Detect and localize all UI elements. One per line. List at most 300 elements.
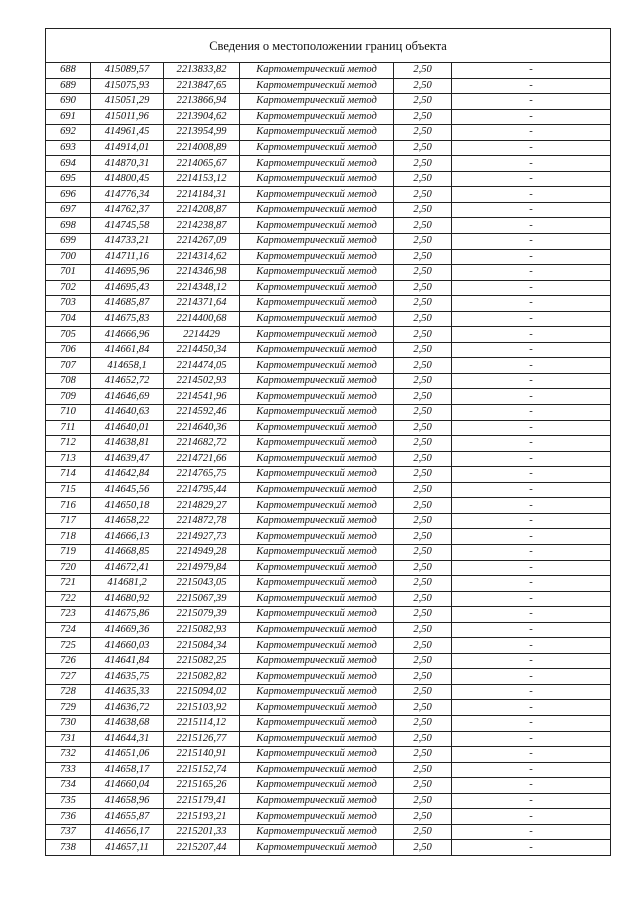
x-coordinate-cell: 414666,13	[91, 529, 164, 545]
method-cell: Картометрический метод	[240, 576, 394, 592]
table-row	[46, 560, 611, 576]
description-cell: -	[452, 109, 611, 125]
y-coordinate-cell: 2213904,62	[164, 109, 240, 125]
x-coordinate-cell: 414870,31	[91, 156, 164, 172]
table-row	[46, 607, 611, 623]
method-cell: Картометрический метод	[240, 358, 394, 374]
y-coordinate-cell: 2214872,78	[164, 513, 240, 529]
point-number-cell: 692	[46, 125, 91, 141]
point-number-cell: 729	[46, 700, 91, 716]
y-coordinate-cell: 2214314,62	[164, 249, 240, 265]
accuracy-cell: 2,50	[394, 840, 452, 856]
table-row	[46, 109, 611, 125]
accuracy-cell: 2,50	[394, 684, 452, 700]
x-coordinate-cell: 414695,96	[91, 265, 164, 281]
point-number-cell: 697	[46, 202, 91, 218]
point-number-cell: 706	[46, 342, 91, 358]
accuracy-cell: 2,50	[394, 265, 452, 281]
accuracy-cell: 2,50	[394, 140, 452, 156]
accuracy-cell: 2,50	[394, 653, 452, 669]
point-number-cell: 702	[46, 280, 91, 296]
description-cell: -	[452, 373, 611, 389]
y-coordinate-cell: 2214371,64	[164, 296, 240, 312]
accuracy-cell: 2,50	[394, 311, 452, 327]
accuracy-cell: 2,50	[394, 342, 452, 358]
accuracy-cell: 2,50	[394, 793, 452, 809]
y-coordinate-cell: 2215152,74	[164, 762, 240, 778]
method-cell: Картометрический метод	[240, 715, 394, 731]
accuracy-cell: 2,50	[394, 591, 452, 607]
accuracy-cell: 2,50	[394, 125, 452, 141]
table-row	[46, 94, 611, 110]
method-cell: Картометрический метод	[240, 234, 394, 250]
method-cell: Картометрический метод	[240, 94, 394, 110]
method-cell: Картометрический метод	[240, 109, 394, 125]
accuracy-cell: 2,50	[394, 809, 452, 825]
y-coordinate-cell: 2215114,12	[164, 715, 240, 731]
point-number-cell: 712	[46, 436, 91, 452]
y-coordinate-cell: 2214721,66	[164, 451, 240, 467]
y-coordinate-cell: 2214765,75	[164, 467, 240, 483]
point-number-cell: 726	[46, 653, 91, 669]
accuracy-cell: 2,50	[394, 327, 452, 343]
description-cell: -	[452, 389, 611, 405]
y-coordinate-cell: 2214008,89	[164, 140, 240, 156]
y-coordinate-cell: 2214640,36	[164, 420, 240, 436]
description-cell: -	[452, 249, 611, 265]
table-row	[46, 373, 611, 389]
accuracy-cell: 2,50	[394, 498, 452, 514]
point-number-cell: 699	[46, 234, 91, 250]
description-cell: -	[452, 234, 611, 250]
accuracy-cell: 2,50	[394, 109, 452, 125]
accuracy-cell: 2,50	[394, 63, 452, 79]
method-cell: Картометрический метод	[240, 420, 394, 436]
point-number-cell: 707	[46, 358, 91, 374]
y-coordinate-cell: 2214346,98	[164, 265, 240, 281]
x-coordinate-cell: 414652,72	[91, 373, 164, 389]
boundary-coordinates-sheet	[45, 28, 610, 856]
method-cell: Картометрический метод	[240, 140, 394, 156]
accuracy-cell: 2,50	[394, 715, 452, 731]
x-coordinate-cell: 414635,75	[91, 669, 164, 685]
description-cell: -	[452, 63, 611, 79]
y-coordinate-cell: 2215067,39	[164, 591, 240, 607]
description-cell: -	[452, 451, 611, 467]
table-row	[46, 311, 611, 327]
y-coordinate-cell: 2215193,21	[164, 809, 240, 825]
point-number-cell: 718	[46, 529, 91, 545]
description-cell: -	[452, 731, 611, 747]
description-cell: -	[452, 513, 611, 529]
method-cell: Картометрический метод	[240, 218, 394, 234]
table-row	[46, 715, 611, 731]
y-coordinate-cell: 2215126,77	[164, 731, 240, 747]
description-cell: -	[452, 94, 611, 110]
x-coordinate-cell: 414658,96	[91, 793, 164, 809]
x-coordinate-cell: 414669,36	[91, 622, 164, 638]
x-coordinate-cell: 414675,86	[91, 607, 164, 623]
method-cell: Картометрический метод	[240, 327, 394, 343]
description-cell: -	[452, 653, 611, 669]
method-cell: Картометрический метод	[240, 187, 394, 203]
description-cell: -	[452, 265, 611, 281]
description-cell: -	[452, 529, 611, 545]
y-coordinate-cell: 2214065,67	[164, 156, 240, 172]
accuracy-cell: 2,50	[394, 94, 452, 110]
point-number-cell: 709	[46, 389, 91, 405]
table-row	[46, 731, 611, 747]
accuracy-cell: 2,50	[394, 669, 452, 685]
y-coordinate-cell: 2214267,09	[164, 234, 240, 250]
table-row	[46, 669, 611, 685]
x-coordinate-cell: 414660,04	[91, 778, 164, 794]
x-coordinate-cell: 414658,1	[91, 358, 164, 374]
y-coordinate-cell: 2214474,05	[164, 358, 240, 374]
point-number-cell: 735	[46, 793, 91, 809]
x-coordinate-cell: 414681,2	[91, 576, 164, 592]
table-row	[46, 327, 611, 343]
y-coordinate-cell: 2213833,82	[164, 63, 240, 79]
x-coordinate-cell: 415011,96	[91, 109, 164, 125]
accuracy-cell: 2,50	[394, 187, 452, 203]
accuracy-cell: 2,50	[394, 218, 452, 234]
method-cell: Картометрический метод	[240, 731, 394, 747]
description-cell: -	[452, 607, 611, 623]
x-coordinate-cell: 414641,84	[91, 653, 164, 669]
x-coordinate-cell: 414762,37	[91, 202, 164, 218]
x-coordinate-cell: 414658,17	[91, 762, 164, 778]
method-cell: Картометрический метод	[240, 467, 394, 483]
table-row	[46, 171, 611, 187]
accuracy-cell: 2,50	[394, 700, 452, 716]
table-row	[46, 498, 611, 514]
point-number-cell: 704	[46, 311, 91, 327]
accuracy-cell: 2,50	[394, 249, 452, 265]
description-cell: -	[452, 202, 611, 218]
point-number-cell: 695	[46, 171, 91, 187]
x-coordinate-cell: 414651,06	[91, 747, 164, 763]
table-row	[46, 700, 611, 716]
accuracy-cell: 2,50	[394, 824, 452, 840]
accuracy-cell: 2,50	[394, 607, 452, 623]
accuracy-cell: 2,50	[394, 762, 452, 778]
description-cell: -	[452, 327, 611, 343]
x-coordinate-cell: 414672,41	[91, 560, 164, 576]
x-coordinate-cell: 414695,43	[91, 280, 164, 296]
point-number-cell: 713	[46, 451, 91, 467]
method-cell: Картометрический метод	[240, 607, 394, 623]
method-cell: Картометрический метод	[240, 249, 394, 265]
y-coordinate-cell: 2215082,25	[164, 653, 240, 669]
description-cell: -	[452, 420, 611, 436]
table-row	[46, 389, 611, 405]
table-row	[46, 824, 611, 840]
point-number-cell: 734	[46, 778, 91, 794]
method-cell: Картометрический метод	[240, 389, 394, 405]
x-coordinate-cell: 414961,45	[91, 125, 164, 141]
table-row	[46, 840, 611, 856]
x-coordinate-cell: 414657,11	[91, 840, 164, 856]
y-coordinate-cell: 2215207,44	[164, 840, 240, 856]
y-coordinate-cell: 2214153,12	[164, 171, 240, 187]
table-row	[46, 653, 611, 669]
accuracy-cell: 2,50	[394, 405, 452, 421]
method-cell: Картометрический метод	[240, 591, 394, 607]
description-cell: -	[452, 684, 611, 700]
point-number-cell: 688	[46, 63, 91, 79]
description-cell: -	[452, 591, 611, 607]
x-coordinate-cell: 414745,58	[91, 218, 164, 234]
x-coordinate-cell: 414675,83	[91, 311, 164, 327]
method-cell: Картометрический метод	[240, 544, 394, 560]
description-cell: -	[452, 78, 611, 94]
description-cell: -	[452, 622, 611, 638]
accuracy-cell: 2,50	[394, 747, 452, 763]
point-number-cell: 705	[46, 327, 91, 343]
description-cell: -	[452, 482, 611, 498]
x-coordinate-cell: 414666,96	[91, 327, 164, 343]
method-cell: Картометрический метод	[240, 513, 394, 529]
x-coordinate-cell: 414680,92	[91, 591, 164, 607]
description-cell: -	[452, 218, 611, 234]
x-coordinate-cell: 414645,56	[91, 482, 164, 498]
point-number-cell: 722	[46, 591, 91, 607]
y-coordinate-cell: 2215084,34	[164, 638, 240, 654]
method-cell: Картометрический метод	[240, 840, 394, 856]
method-cell: Картометрический метод	[240, 498, 394, 514]
y-coordinate-cell: 2215094,02	[164, 684, 240, 700]
x-coordinate-cell: 414650,18	[91, 498, 164, 514]
method-cell: Картометрический метод	[240, 747, 394, 763]
point-number-cell: 691	[46, 109, 91, 125]
method-cell: Картометрический метод	[240, 296, 394, 312]
table-title-cell	[46, 29, 611, 63]
point-number-cell: 693	[46, 140, 91, 156]
description-cell: -	[452, 793, 611, 809]
y-coordinate-cell: 2213866,94	[164, 94, 240, 110]
method-cell: Картометрический метод	[240, 78, 394, 94]
table-title: Сведения о местоположении границ объекта	[209, 39, 447, 53]
x-coordinate-cell: 414644,31	[91, 731, 164, 747]
x-coordinate-cell: 414638,68	[91, 715, 164, 731]
description-cell: -	[452, 311, 611, 327]
method-cell: Картометрический метод	[240, 451, 394, 467]
y-coordinate-cell: 2214795,44	[164, 482, 240, 498]
accuracy-cell: 2,50	[394, 560, 452, 576]
method-cell: Картометрический метод	[240, 793, 394, 809]
y-coordinate-cell: 2215165,26	[164, 778, 240, 794]
point-number-cell: 703	[46, 296, 91, 312]
point-number-cell: 696	[46, 187, 91, 203]
accuracy-cell: 2,50	[394, 436, 452, 452]
x-coordinate-cell: 414638,81	[91, 436, 164, 452]
method-cell: Картометрический метод	[240, 342, 394, 358]
method-cell: Картометрический метод	[240, 653, 394, 669]
accuracy-cell: 2,50	[394, 467, 452, 483]
table-row	[46, 202, 611, 218]
method-cell: Картометрический метод	[240, 622, 394, 638]
point-number-cell: 736	[46, 809, 91, 825]
point-number-cell: 723	[46, 607, 91, 623]
description-cell: -	[452, 638, 611, 654]
accuracy-cell: 2,50	[394, 78, 452, 94]
y-coordinate-cell: 2213954,99	[164, 125, 240, 141]
point-number-cell: 719	[46, 544, 91, 560]
method-cell: Картометрический метод	[240, 202, 394, 218]
table-body	[46, 63, 611, 856]
point-number-cell: 710	[46, 405, 91, 421]
x-coordinate-cell: 414655,87	[91, 809, 164, 825]
y-coordinate-cell: 2214450,34	[164, 342, 240, 358]
accuracy-cell: 2,50	[394, 280, 452, 296]
table-row	[46, 513, 611, 529]
point-number-cell: 714	[46, 467, 91, 483]
method-cell: Картометрический метод	[240, 669, 394, 685]
y-coordinate-cell: 2215082,93	[164, 622, 240, 638]
table-row	[46, 684, 611, 700]
method-cell: Картометрический метод	[240, 824, 394, 840]
y-coordinate-cell: 2214592,46	[164, 405, 240, 421]
x-coordinate-cell: 414733,21	[91, 234, 164, 250]
description-cell: -	[452, 187, 611, 203]
point-number-cell: 724	[46, 622, 91, 638]
x-coordinate-cell: 415075,93	[91, 78, 164, 94]
accuracy-cell: 2,50	[394, 778, 452, 794]
point-number-cell: 715	[46, 482, 91, 498]
method-cell: Картометрический метод	[240, 778, 394, 794]
point-number-cell: 737	[46, 824, 91, 840]
table-row	[46, 622, 611, 638]
x-coordinate-cell: 414661,84	[91, 342, 164, 358]
point-number-cell: 725	[46, 638, 91, 654]
accuracy-cell: 2,50	[394, 482, 452, 498]
y-coordinate-cell: 2215082,82	[164, 669, 240, 685]
point-number-cell: 720	[46, 560, 91, 576]
table-row	[46, 296, 611, 312]
description-cell: -	[452, 544, 611, 560]
point-number-cell: 732	[46, 747, 91, 763]
y-coordinate-cell: 2215103,92	[164, 700, 240, 716]
description-cell: -	[452, 747, 611, 763]
table-row	[46, 358, 611, 374]
accuracy-cell: 2,50	[394, 622, 452, 638]
y-coordinate-cell: 2215079,39	[164, 607, 240, 623]
y-coordinate-cell: 2214208,87	[164, 202, 240, 218]
x-coordinate-cell: 414668,85	[91, 544, 164, 560]
description-cell: -	[452, 560, 611, 576]
method-cell: Картометрический метод	[240, 373, 394, 389]
table-row	[46, 747, 611, 763]
accuracy-cell: 2,50	[394, 420, 452, 436]
x-coordinate-cell: 414685,87	[91, 296, 164, 312]
method-cell: Картометрический метод	[240, 63, 394, 79]
accuracy-cell: 2,50	[394, 576, 452, 592]
point-number-cell: 717	[46, 513, 91, 529]
description-cell: -	[452, 824, 611, 840]
accuracy-cell: 2,50	[394, 171, 452, 187]
x-coordinate-cell: 414711,16	[91, 249, 164, 265]
point-number-cell: 721	[46, 576, 91, 592]
point-number-cell: 711	[46, 420, 91, 436]
table-row	[46, 809, 611, 825]
description-cell: -	[452, 171, 611, 187]
table-row	[46, 529, 611, 545]
point-number-cell: 727	[46, 669, 91, 685]
x-coordinate-cell: 414636,72	[91, 700, 164, 716]
description-cell: -	[452, 358, 611, 374]
y-coordinate-cell: 2215201,33	[164, 824, 240, 840]
table-row	[46, 78, 611, 94]
table-row	[46, 280, 611, 296]
point-number-cell: 698	[46, 218, 91, 234]
description-cell: -	[452, 778, 611, 794]
table-row	[46, 544, 611, 560]
description-cell: -	[452, 669, 611, 685]
y-coordinate-cell: 2214949,28	[164, 544, 240, 560]
x-coordinate-cell: 414640,63	[91, 405, 164, 421]
description-cell: -	[452, 576, 611, 592]
method-cell: Картометрический метод	[240, 700, 394, 716]
x-coordinate-cell: 414660,03	[91, 638, 164, 654]
method-cell: Картометрический метод	[240, 436, 394, 452]
accuracy-cell: 2,50	[394, 544, 452, 560]
x-coordinate-cell: 414639,47	[91, 451, 164, 467]
table-row	[46, 140, 611, 156]
point-number-cell: 701	[46, 265, 91, 281]
method-cell: Картометрический метод	[240, 529, 394, 545]
x-coordinate-cell: 414658,22	[91, 513, 164, 529]
table-row	[46, 156, 611, 172]
description-cell: -	[452, 156, 611, 172]
description-cell: -	[452, 125, 611, 141]
x-coordinate-cell: 414914,01	[91, 140, 164, 156]
y-coordinate-cell: 2214979,84	[164, 560, 240, 576]
description-cell: -	[452, 762, 611, 778]
y-coordinate-cell: 2215179,41	[164, 793, 240, 809]
table-row	[46, 342, 611, 358]
y-coordinate-cell: 2214502,93	[164, 373, 240, 389]
table-row	[46, 591, 611, 607]
method-cell: Картометрический метод	[240, 405, 394, 421]
x-coordinate-cell: 414640,01	[91, 420, 164, 436]
description-cell: -	[452, 498, 611, 514]
accuracy-cell: 2,50	[394, 156, 452, 172]
accuracy-cell: 2,50	[394, 451, 452, 467]
x-coordinate-cell: 414776,34	[91, 187, 164, 203]
table-row	[46, 638, 611, 654]
point-number-cell: 716	[46, 498, 91, 514]
table-row	[46, 576, 611, 592]
description-cell: -	[452, 405, 611, 421]
y-coordinate-cell: 2215043,05	[164, 576, 240, 592]
coordinates-table	[45, 28, 611, 856]
table-row	[46, 405, 611, 421]
method-cell: Картометрический метод	[240, 125, 394, 141]
point-number-cell: 728	[46, 684, 91, 700]
table-row	[46, 249, 611, 265]
point-number-cell: 694	[46, 156, 91, 172]
method-cell: Картометрический метод	[240, 171, 394, 187]
description-cell: -	[452, 715, 611, 731]
description-cell: -	[452, 280, 611, 296]
accuracy-cell: 2,50	[394, 731, 452, 747]
description-cell: -	[452, 840, 611, 856]
description-cell: -	[452, 700, 611, 716]
point-number-cell: 700	[46, 249, 91, 265]
table-row	[46, 467, 611, 483]
table-row	[46, 63, 611, 79]
